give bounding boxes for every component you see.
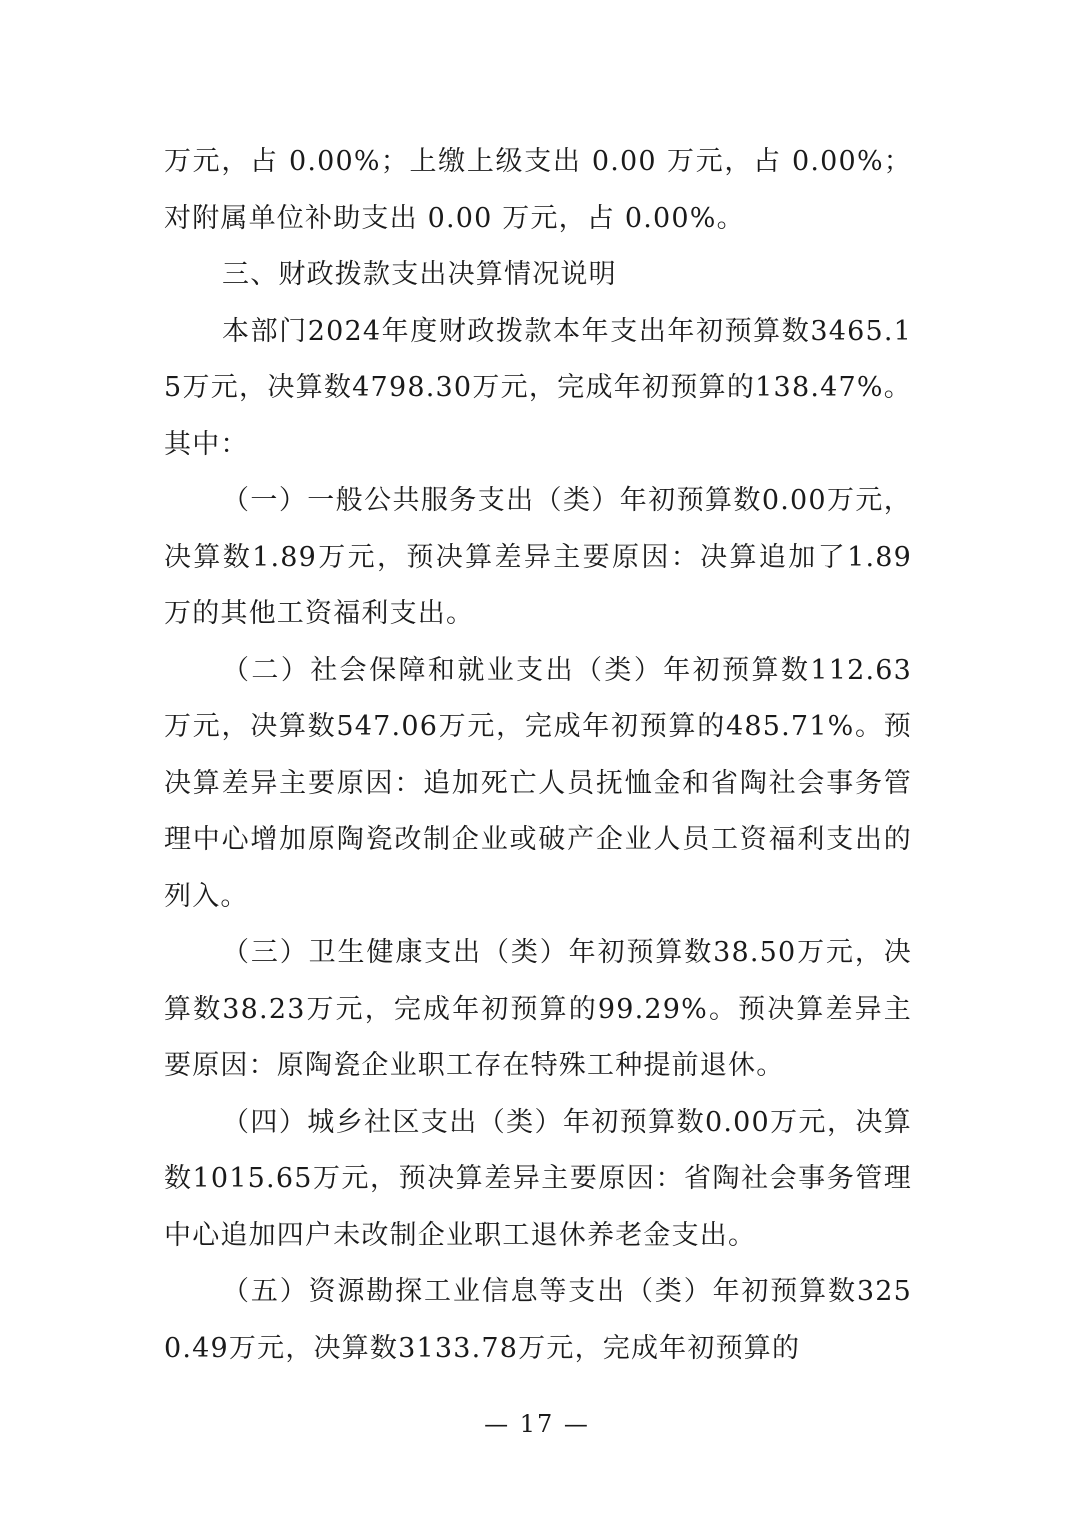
paragraph-item-4: （四）城乡社区支出（类）年初预算数0.00万元，决算数1015.65万元，预决算差异主要原因：省陶社会事务管理中心追加四户未改制企业职工退休养老金支出。 [164, 1106, 912, 1251]
page-number: — 17 — [484, 1410, 590, 1438]
section-heading: 三、财政拨款支出决算情况说明 [222, 259, 617, 290]
paragraph-item-1: （一）一般公共服务支出（类）年初预算数0.00万元，决算数1.89万元，预决算差异主要原因：决算追加了1.89万的其他工资福利支出。 [164, 485, 912, 629]
paragraph-item-5: （五）资源勘探工业信息等支出（类）年初预算数3250.49万元，决算数3133.78万元，完成年初预算的 [164, 1276, 912, 1364]
document-body [164, 134, 912, 1377]
paragraph-continuation: 万元，占 0.00%；上缴上级支出 0.00 万元，占 0.00%；对附属单位补助支出 0.00 万元，占 0.00%。 [164, 146, 912, 234]
paragraph-item-3: （三）卫生健康支出（类）年初预算数38.50万元，决算数38.23万元，完成年初预算的99.29%。预决算差异主要原因：原陶瓷企业职工存在特殊工种提前退休。 [164, 937, 912, 1081]
paragraph-item-2: （二）社会保障和就业支出（类）年初预算数112.63万元，决算数547.06万元，完成年初预算的485.71%。预决算差异主要原因：追加死亡人员抚恤金和省陶社会事务管理中心增加原陶瓷改制企业或破产企业人员工资福利支出的列入。 [164, 654, 912, 912]
paragraph-summary: 本部门2024年度财政拨款本年支出年初预算数3465.15万元，决算数4798.30万元，完成年初预算的138.47%。其中： [164, 315, 912, 460]
